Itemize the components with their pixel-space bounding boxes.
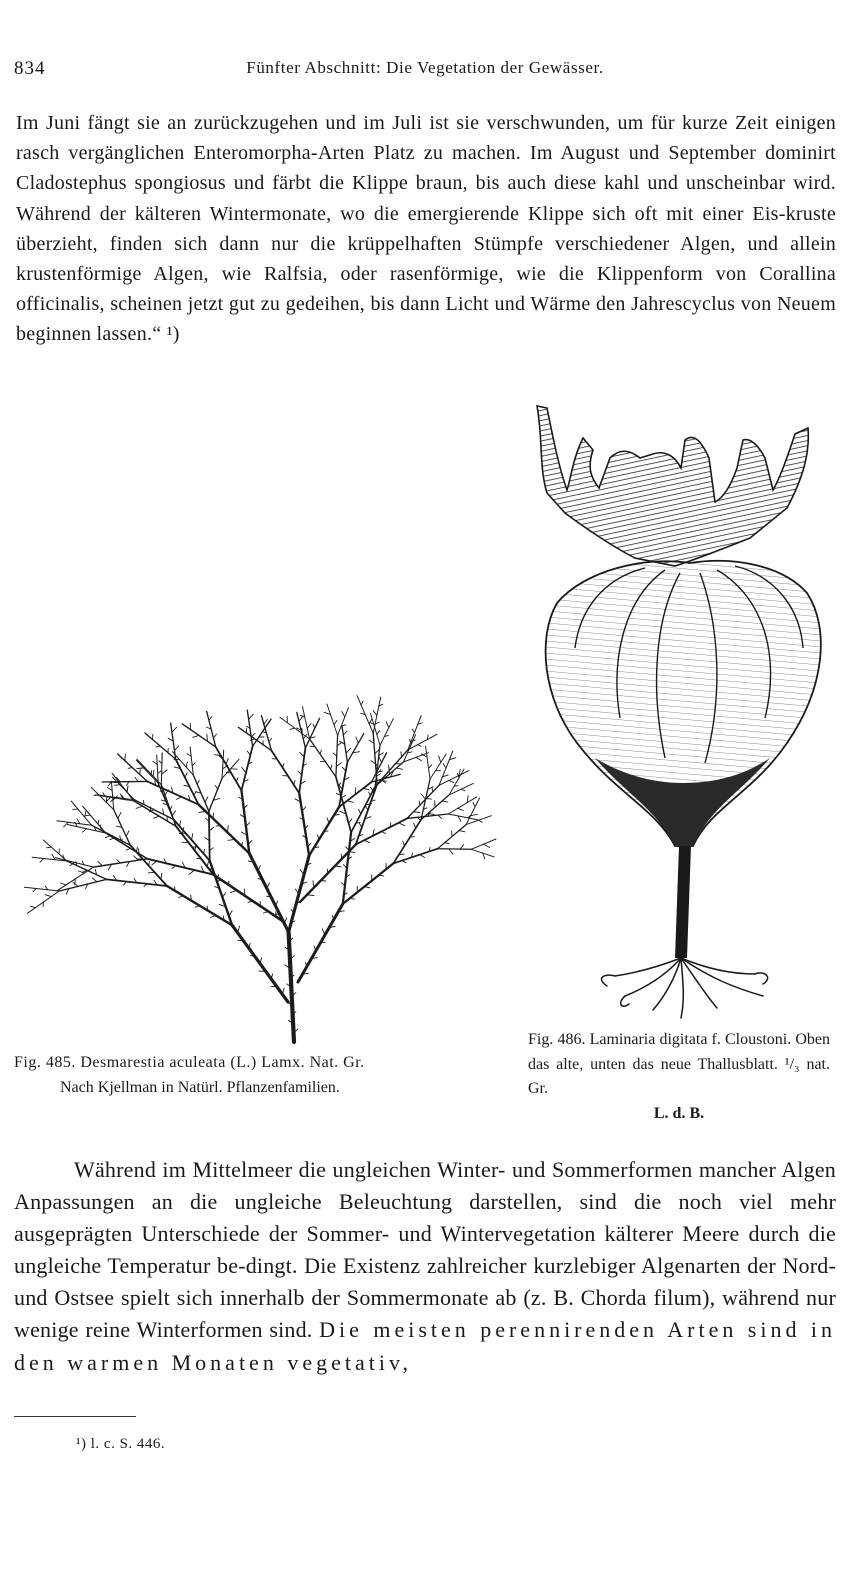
footnote-rule xyxy=(14,1416,136,1417)
figure-desmarestia-illustration xyxy=(24,410,484,1050)
footnote: ¹) l. c. S. 446. xyxy=(76,1436,166,1452)
figure-486-credit: L. d. B. xyxy=(653,1104,705,1122)
figure-485-caption-line1: Fig. 485. Desmarestia aculeata (L.) Lamx. Nat. Gr. xyxy=(14,1054,365,1071)
old-blade xyxy=(537,406,808,566)
page-number: 834 xyxy=(14,58,46,79)
body-paragraph-bottom-spaced-text: Die meisten perennirenden Arten sind in den warmen Monaten vegetativ, xyxy=(14,1317,837,1375)
desmarestia-drawing xyxy=(24,410,484,1050)
body-paragraph-bottom xyxy=(14,1154,836,1379)
figure-485-caption-line2: Nach Kjellman in Natürl. Pflanzenfamilien. xyxy=(60,1079,340,1096)
running-head: Fünfter Abschnitt: Die Vegetation der Gewässer. xyxy=(246,58,604,77)
figure-laminaria-illustration xyxy=(525,398,835,1038)
figure-486-caption xyxy=(528,1028,830,1126)
laminaria-drawing xyxy=(525,398,835,1038)
body-paragraph-top: Im Juni fängt sie an zurückzugehen und im Juli ist sie verschwunden, um für kurze Zeit einigen rasch vergänglichen Enteromorpha-Arten Platz zu machen. Im August und September dominirt Cladostephus spongiosus und färbt die Klippe braun, bis auch diese kahl und unscheinbar wird. Während der kälteren Wintermonate, wo die emergierende Klippe sich oft mit einer Eis-kruste überzieht, finden sich dann nur die krüppelhaften Stümpfe verschiedener Algen, und allein krustenförmige Algen, wie Ralfsia, oder rasenförmige, wie die Klippenform von Corallina officinalis, scheinen jetzt gut zu gedeihen, bis dann Licht und Wärme den Jahrescyclus von Neuem beginnen lassen.“ ¹) xyxy=(16,112,836,346)
body-paragraph-bottom-text: Während im Mittelmeer die ungleichen Winter- und Sommerformen mancher Algen Anpassungen an die ungleiche Beleuchtung darstellen, sind die noch viel mehr ausgeprägten Unterschiede der Sommer- und Wintervegetation kälterer Meere durch die ungleiche Temperatur be-dingt. Die Existenz zahlreicher kurzlebiger Algenarten der Nord- und Ostsee spielt sich innerhalb der Sommermonate ab (z. B. Chorda filum), während nur wenige reine Winterformen sind. xyxy=(14,1157,836,1343)
figure-485-caption xyxy=(14,1050,492,1100)
figure-486-caption-text: Fig. 486. Laminaria digitata f. Cloustoni. Oben das alte, unten das neue Thallusblatt. ¹/₃ nat. Gr. xyxy=(528,1031,830,1097)
